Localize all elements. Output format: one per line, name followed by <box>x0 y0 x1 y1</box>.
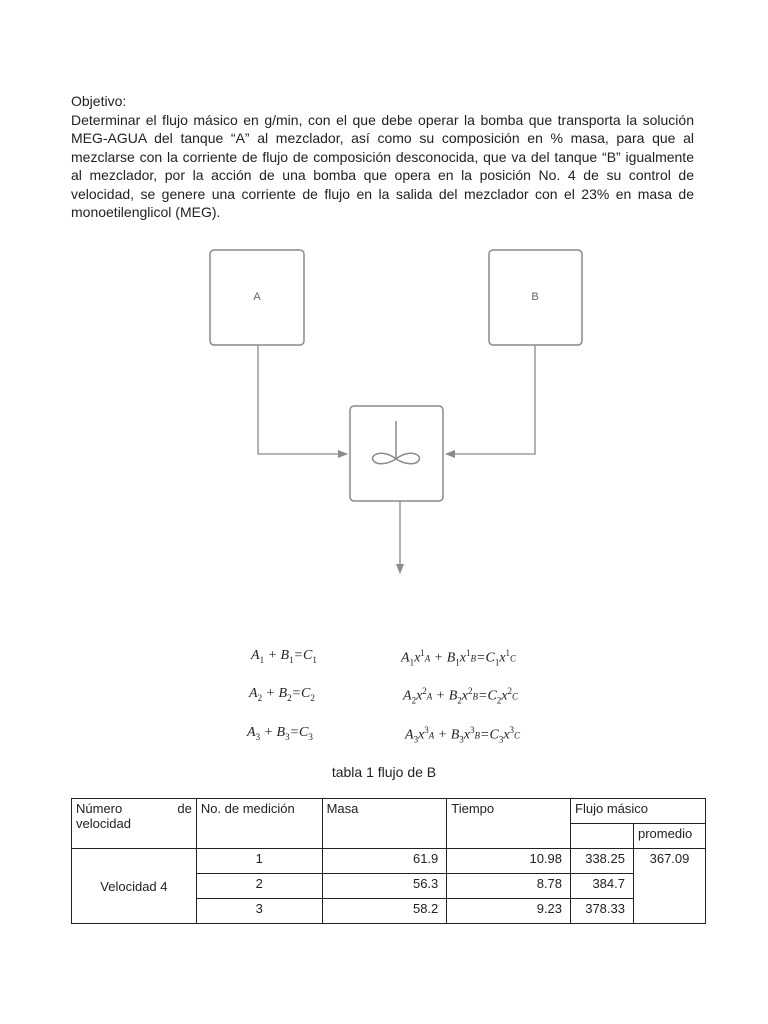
cell-flow: 378.33 <box>571 899 634 924</box>
cell-mass: 61.9 <box>322 849 447 874</box>
equation-right-3: $A_3x^3A + B_3x^3B=C_3x^3C$ <box>405 725 521 745</box>
flow-line-b <box>446 345 535 454</box>
cell-measurement: 2 <box>196 874 322 899</box>
flow-table <box>71 798 706 924</box>
header-average: promedio <box>633 824 705 849</box>
tank-a-label: A <box>253 291 261 303</box>
objective-heading: Objetivo: <box>71 93 127 109</box>
cell-measurement: 1 <box>196 849 322 874</box>
flow-line-a <box>258 345 347 454</box>
cell-flow: 384.7 <box>571 874 634 899</box>
cell-mass: 58.2 <box>322 899 447 924</box>
header-measurement: No. de medición <box>196 799 322 849</box>
group-label: Velocidad 4 <box>72 849 197 924</box>
table-row <box>72 849 706 874</box>
equation-left-3: $A_3 + B_3=C_3$ <box>247 725 313 742</box>
table-caption: tabla 1 flujo de B <box>331 764 437 780</box>
cell-flow: 338.25 <box>571 849 634 874</box>
cell-time: 9.23 <box>447 899 571 924</box>
header-row <box>72 799 706 824</box>
equation-left-2: $A_2 + B_2=C_2$ <box>249 686 315 703</box>
cell-mass: 56.3 <box>322 874 447 899</box>
mixer <box>350 406 443 501</box>
tank-a <box>210 250 304 345</box>
objective-text: Determinar el flujo másico en g/min, con el que debe operar la bomba que transporta la solución MEG-AGUA del tanque “A” al mezclador, así como su composición en % masa, para que al mezclarse con la corriente de flujo de composición desconocida, que va del tanque “B” igualmente al mezclador, por la acción de una bomba que opera en la posición No. 4 de su control de velocidad, se genere una corriente de flujo en la salida del mezclador con el 23% en masa de monoetilenglicol (MEG). <box>71 111 694 220</box>
equation-right-2: $A_2x^2A + B_2x^2B=C_2x^2C$ <box>403 686 519 706</box>
equation-right-1: $A_1x^1A + B_1x^1B=C_1x^1C$ <box>401 648 517 668</box>
header-time: Tiempo <box>447 799 571 849</box>
cell-time: 8.78 <box>447 874 571 899</box>
header-flow-blank <box>571 824 634 849</box>
tank-b <box>489 250 582 345</box>
header-velocity: Número de velocidad <box>72 799 197 849</box>
tank-b-label: B <box>531 291 539 303</box>
header-flow: Flujo másico <box>571 799 706 824</box>
cell-time: 10.98 <box>447 849 571 874</box>
equation-left-1: $A_1 + B_1=C_1$ <box>251 648 317 665</box>
header-mass: Masa <box>322 799 447 849</box>
cell-average: 367.09 <box>633 849 705 924</box>
cell-measurement: 3 <box>196 899 322 924</box>
